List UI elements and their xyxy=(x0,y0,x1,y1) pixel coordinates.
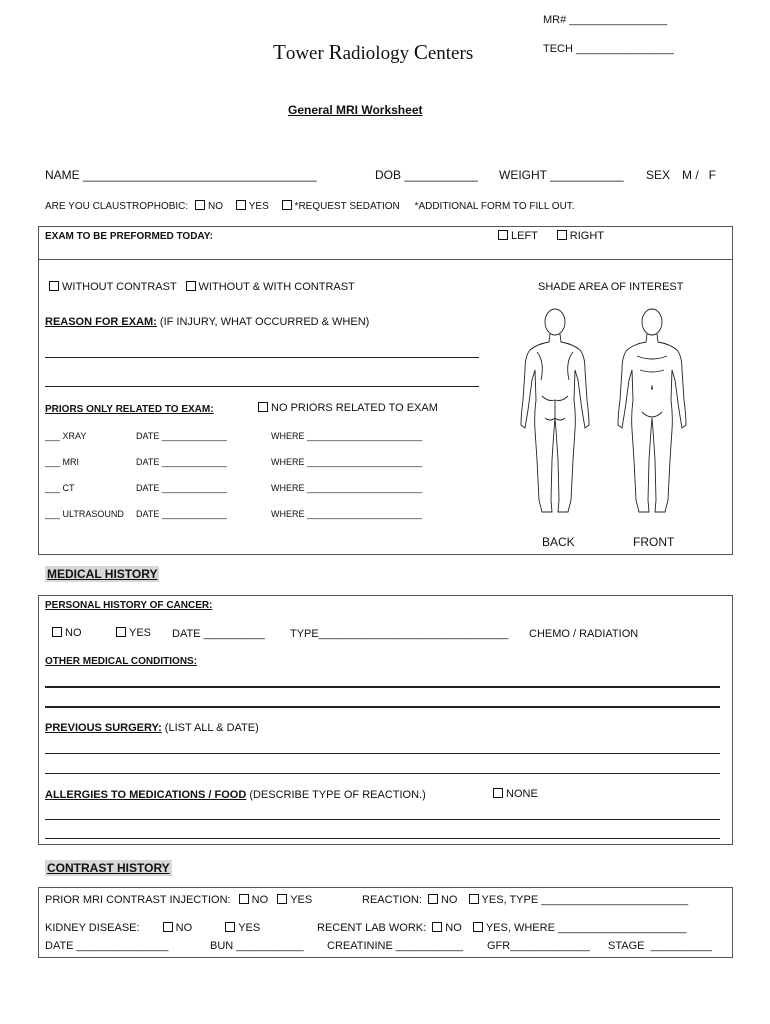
cancer-no-option xyxy=(52,627,82,639)
recent-lab-where-field[interactable]: YES, WHERE _____________________ xyxy=(485,922,687,934)
left-label: LEFT xyxy=(511,230,538,242)
allergies-none-label: NONE xyxy=(506,788,538,800)
sedation-checkbox[interactable] xyxy=(282,200,292,210)
side-options xyxy=(498,230,604,242)
cancer-no-label: NO xyxy=(65,627,82,639)
reaction-yes-checkbox[interactable] xyxy=(469,894,479,904)
cancer-type-field[interactable]: TYPE_______________________________ xyxy=(290,628,509,640)
allergies-none-option xyxy=(493,788,538,800)
cancer-yes-checkbox[interactable] xyxy=(116,627,126,637)
prior-contrast-yes-label: YES xyxy=(290,894,313,906)
claustro-yes-checkbox[interactable] xyxy=(236,200,246,210)
cancer-date-field[interactable]: DATE __________ xyxy=(172,628,265,640)
right-checkbox[interactable] xyxy=(557,230,567,240)
kidney-yes-checkbox[interactable] xyxy=(225,922,235,932)
reason-line-1[interactable] xyxy=(45,357,479,358)
kidney-no-label: NO xyxy=(175,922,193,934)
prior-where[interactable]: WHERE _______________________ xyxy=(271,509,423,519)
org-name xyxy=(273,40,473,65)
form-title: General MRI Worksheet xyxy=(288,103,423,117)
sex-options[interactable]: M / F xyxy=(682,168,716,182)
with-contrast-label: WITHOUT & WITH CONTRAST xyxy=(198,281,355,293)
recent-lab-no-checkbox[interactable] xyxy=(432,922,442,932)
medical-history-heading xyxy=(45,567,159,581)
surgery-row xyxy=(45,722,259,734)
allergies-row xyxy=(45,789,426,801)
reason-row xyxy=(45,316,369,328)
no-priors-checkbox[interactable] xyxy=(258,402,268,412)
without-contrast-checkbox[interactable] xyxy=(49,281,59,291)
allergies-line-2[interactable] xyxy=(45,838,720,839)
org-name-part: C xyxy=(413,40,428,64)
tech-field[interactable]: TECH ________________ xyxy=(543,43,674,55)
claustro-yes-label: YES xyxy=(248,201,269,212)
reaction-yes-type-field[interactable]: YES, TYPE ________________________ xyxy=(481,894,689,906)
mr-number-field[interactable]: MR# ________________ xyxy=(543,14,668,26)
lab-date-field[interactable]: DATE _______________ xyxy=(45,940,169,952)
creatinine-field[interactable]: CREATININE ___________ xyxy=(327,940,464,952)
contrast-history-heading-text: CONTRAST HISTORY xyxy=(47,861,170,875)
prior-contrast-yes-checkbox[interactable] xyxy=(277,894,287,904)
additional-form-note: *ADDITIONAL FORM TO FILL OUT. xyxy=(414,201,575,212)
cancer-yes-label: YES xyxy=(129,627,152,639)
prior-date[interactable]: DATE _____________ xyxy=(136,431,227,441)
prior-contrast-label: PRIOR MRI CONTRAST INJECTION: xyxy=(45,894,231,906)
org-name-part: enters xyxy=(427,43,474,64)
reaction-row xyxy=(362,894,688,906)
left-checkbox[interactable] xyxy=(498,230,508,240)
conditions-line-2[interactable] xyxy=(45,706,720,708)
stage-field[interactable]: STAGE __________ xyxy=(608,940,712,952)
reason-hint: (IF INJURY, WHAT OCCURRED & WHEN) xyxy=(156,316,370,328)
org-name-part: T xyxy=(273,40,286,64)
prior-date[interactable]: DATE _____________ xyxy=(136,483,227,493)
contrast-options xyxy=(49,281,355,293)
prior-date[interactable]: DATE _____________ xyxy=(136,457,227,467)
org-name-part: adiology xyxy=(342,43,414,64)
conditions-line-1[interactable] xyxy=(45,686,720,688)
claustro-no-label: NO xyxy=(207,201,223,212)
claustro-no-checkbox[interactable] xyxy=(195,200,205,210)
prior-type[interactable]: ___ XRAY xyxy=(45,431,87,441)
surgery-hint: (LIST ALL & DATE) xyxy=(161,722,259,734)
kidney-row xyxy=(45,922,260,934)
org-name-part: ower xyxy=(285,43,329,64)
sex-label: SEX xyxy=(646,168,671,182)
cancer-yes-option xyxy=(116,627,151,639)
prior-where[interactable]: WHERE _______________________ xyxy=(271,483,423,493)
body-back-figure[interactable] xyxy=(515,300,595,520)
weight-field[interactable]: WEIGHT ___________ xyxy=(499,168,624,182)
shade-area-label: SHADE AREA OF INTEREST xyxy=(538,281,684,293)
recent-lab-label: RECENT LAB WORK: xyxy=(317,922,427,934)
reaction-no-label: NO xyxy=(440,894,458,906)
divider xyxy=(38,259,732,260)
allergies-none-checkbox[interactable] xyxy=(493,788,503,798)
allergies-line-1[interactable] xyxy=(45,819,720,820)
cancer-label: PERSONAL HISTORY OF CANCER: xyxy=(45,600,213,611)
without-contrast-label: WITHOUT CONTRAST xyxy=(62,281,177,293)
surgery-label: PREVIOUS SURGERY: xyxy=(45,722,162,734)
no-priors-label: NO PRIORS RELATED TO EXAM xyxy=(271,402,438,414)
cancer-no-checkbox[interactable] xyxy=(52,627,62,637)
kidney-yes-label: YES xyxy=(238,922,261,934)
back-label: BACK xyxy=(542,535,575,549)
reason-label: REASON FOR EXAM: xyxy=(45,316,157,328)
allergies-hint: (DESCRIBE TYPE OF REACTION.) xyxy=(246,789,426,801)
reaction-label: REACTION: xyxy=(362,894,422,906)
bun-field[interactable]: BUN ___________ xyxy=(210,940,304,952)
chemo-radiation-label[interactable]: CHEMO / RADIATION xyxy=(529,628,639,640)
priors-label: PRIORS ONLY RELATED TO EXAM: xyxy=(45,404,214,415)
prior-contrast-row xyxy=(45,894,312,906)
org-name-part: R xyxy=(328,40,343,64)
contrast-history-heading xyxy=(45,861,172,875)
body-front-figure[interactable] xyxy=(612,300,692,520)
dob-field[interactable]: DOB ___________ xyxy=(375,168,478,182)
reason-line-2[interactable] xyxy=(45,386,479,387)
other-conditions-label: OTHER MEDICAL CONDITIONS: xyxy=(45,656,198,667)
recent-lab-row xyxy=(317,922,686,934)
prior-where[interactable]: WHERE _______________________ xyxy=(271,457,423,467)
reaction-no-checkbox[interactable] xyxy=(428,894,438,904)
claustrophobic-question: ARE YOU CLAUSTROPHOBIC: xyxy=(45,201,189,212)
claustrophobic-row xyxy=(45,200,575,212)
medical-history-heading-text: MEDICAL HISTORY xyxy=(47,567,158,581)
prior-type[interactable]: ___ ULTRASOUND xyxy=(45,509,124,519)
no-priors-option xyxy=(258,402,438,414)
prior-date[interactable]: DATE _____________ xyxy=(136,509,227,519)
surgery-line-1[interactable] xyxy=(45,753,720,754)
prior-type[interactable]: ___ CT xyxy=(45,483,75,493)
right-label: RIGHT xyxy=(569,230,604,242)
allergies-label: ALLERGIES TO MEDICATIONS / FOOD xyxy=(45,789,247,801)
prior-contrast-no-label: NO xyxy=(251,894,269,906)
name-field[interactable]: NAME ___________________________________ xyxy=(45,168,317,182)
sedation-label: *REQUEST SEDATION xyxy=(294,201,400,212)
recent-lab-yes-checkbox[interactable] xyxy=(473,922,483,932)
recent-lab-no-label: NO xyxy=(445,922,462,934)
prior-where[interactable]: WHERE _______________________ xyxy=(271,431,423,441)
front-label: FRONT xyxy=(633,535,675,549)
kidney-no-checkbox[interactable] xyxy=(163,922,173,932)
prior-type[interactable]: ___ MRI xyxy=(45,457,80,467)
with-contrast-checkbox[interactable] xyxy=(186,281,196,291)
exam-heading: EXAM TO BE PREFORMED TODAY: xyxy=(45,231,213,242)
gfr-field[interactable]: GFR_____________ xyxy=(487,940,590,952)
kidney-label: KIDNEY DISEASE: xyxy=(45,922,140,934)
surgery-line-2[interactable] xyxy=(45,773,720,774)
prior-contrast-no-checkbox[interactable] xyxy=(239,894,249,904)
